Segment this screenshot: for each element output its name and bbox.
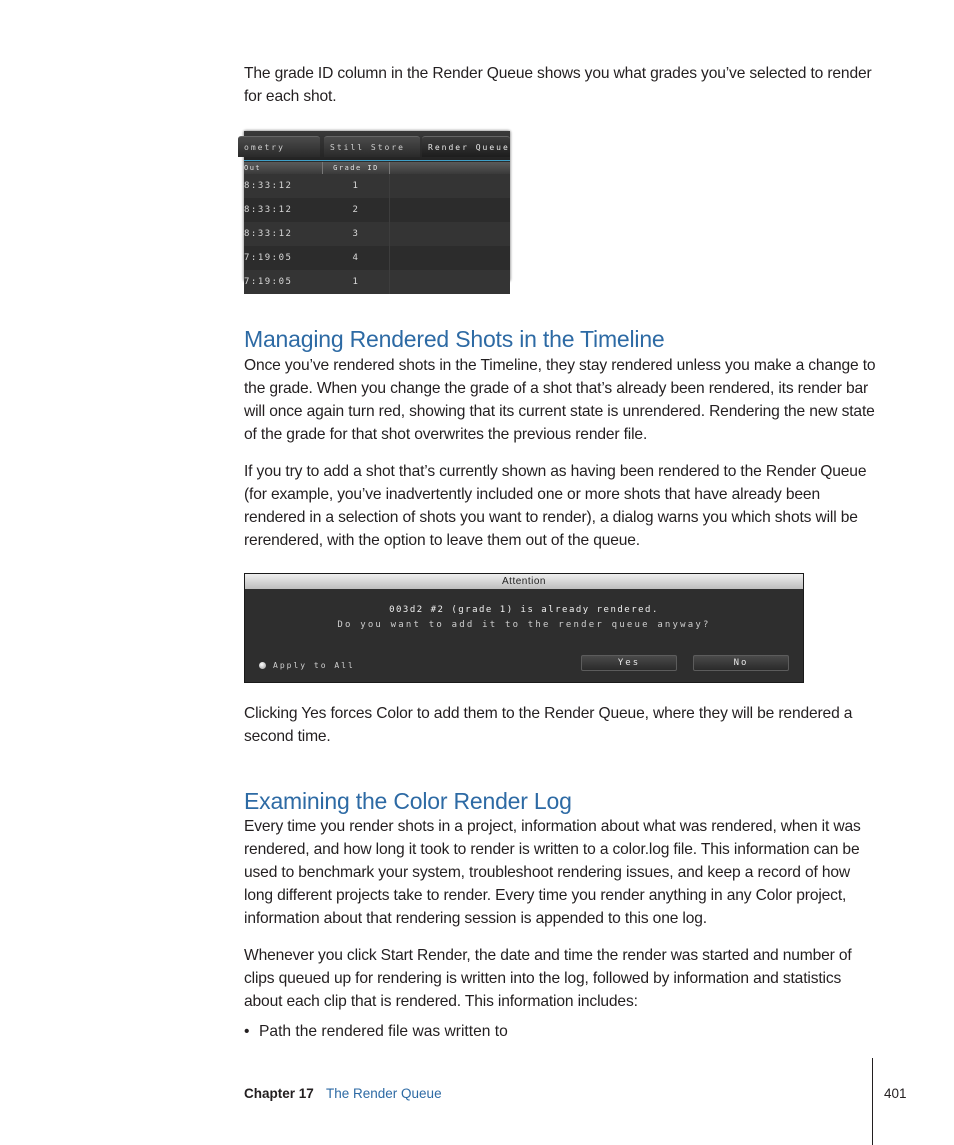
list-item	[244, 1020, 876, 1043]
footer-chapter: Chapter 17	[244, 1086, 314, 1101]
row-grade-id: 3	[352, 229, 360, 239]
apply-to-all-label[interactable]: Apply to All	[273, 661, 355, 670]
table-row[interactable]	[244, 222, 510, 246]
footer-chapter-title[interactable]: The Render Queue	[326, 1086, 442, 1101]
section1-paragraph-2: If you try to add a shot that’s currently shown as having been rendered to the Render Queue (for example, you’ve inadvertently included one or more shots that have already been rendered in a selection of shots you want to render), a dialog warns you which shots will be rerendered, with the option to leave them out of the queue.	[244, 463, 867, 549]
intro-paragraph: The grade ID column in the Render Queue shows you what grades you’ve selected to render for each shot.	[244, 65, 872, 105]
render-queue-screenshot	[244, 131, 510, 287]
table-row[interactable]	[244, 270, 510, 294]
column-grade-id[interactable]: Grade ID	[323, 162, 390, 174]
row-out: 8:33:12	[244, 205, 293, 215]
page-number: 401	[884, 1086, 907, 1101]
bullet-icon: •	[244, 1023, 250, 1040]
no-button[interactable]: No	[693, 655, 789, 671]
attention-dialog	[244, 573, 804, 683]
section2-paragraph-2: Whenever you click Start Render, the date and time the render was started and number of clips queued up for rendering is written into the log, followed by information and statistics about each clip that is rendered. This information includes:	[244, 947, 852, 1010]
section-heading-managing: Managing Rendered Shots in the Timeline	[244, 326, 665, 352]
column-out[interactable]: Out	[244, 162, 323, 174]
footer-divider	[872, 1058, 873, 1145]
row-out: 7:19:05	[244, 253, 293, 263]
row-grade-id: 1	[352, 277, 360, 287]
after-dialog-paragraph: Clicking Yes forces Color to add them to the Render Queue, where they will be rendered a second time.	[244, 705, 853, 745]
section1-paragraph-1: Once you’ve rendered shots in the Timeline, they stay rendered unless you make a change to the grade. When you change the grade of a shot that’s already been rendered, its render bar will once again turn red, showing that its current state is unrendered. Rendering the new state of the grade for that shot overwrites the previous render file.	[244, 357, 876, 443]
apply-to-all-radio-icon[interactable]	[259, 662, 266, 669]
section2-paragraph-1: Every time you render shots in a project, information about what was rendered, when it was rendered, and how long it took to render is written to a color.log file. This information can be used to benchmark your system, troubleshoot rendering issues, and keep a record of how long different projects take to render. Every time you render anything in any Color project, information about that rendering session is appended to this one log.	[244, 818, 861, 927]
table-row[interactable]	[244, 174, 510, 198]
dialog-title: Attention	[245, 574, 803, 589]
tab-underline	[244, 160, 510, 161]
row-out: 8:33:12	[244, 181, 293, 191]
render-queue-tab-bar	[244, 131, 510, 161]
dialog-message-line1: 003d2 #2 (grade 1) is already rendered.	[389, 605, 659, 615]
table-row[interactable]	[244, 198, 510, 222]
tab-render-queue[interactable]: Render Queue	[422, 136, 510, 157]
row-grade-id: 2	[352, 205, 360, 215]
row-out: 8:33:12	[244, 229, 293, 239]
render-queue-header	[244, 162, 510, 174]
dialog-message-line2: Do you want to add it to the render queue anyway?	[337, 620, 711, 630]
tab-still-store[interactable]: Still Store	[324, 136, 420, 157]
list-item-text: Path the rendered file was written to	[259, 1023, 508, 1040]
row-grade-id: 4	[352, 253, 360, 263]
row-grade-id: 1	[352, 181, 360, 191]
yes-button[interactable]: Yes	[581, 655, 677, 671]
table-row[interactable]	[244, 246, 510, 270]
tab-geometry[interactable]: ometry	[238, 136, 320, 157]
section-heading-render-log: Examining the Color Render Log	[244, 788, 572, 814]
row-out: 7:19:05	[244, 277, 293, 287]
